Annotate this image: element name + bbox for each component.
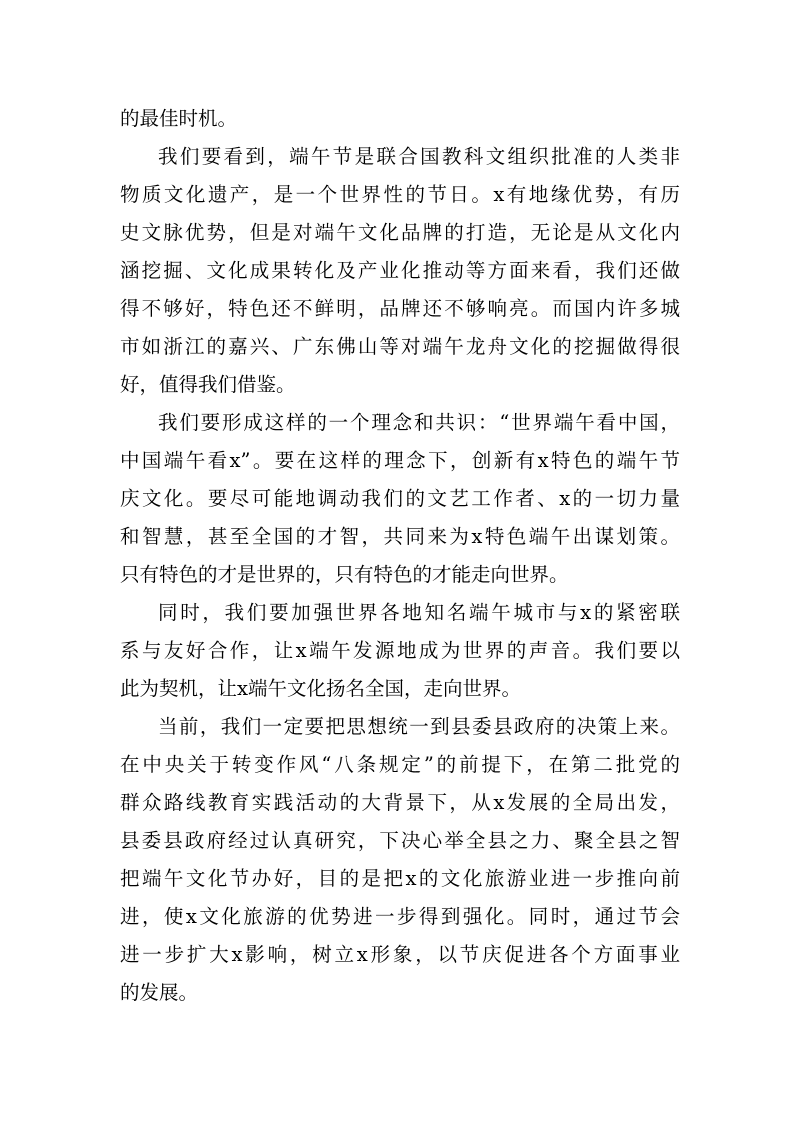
text-line: 进一步扩大x影响，树立x形象，以节庆促进各个方面事业 [120, 943, 680, 966]
text-line: 进，使x文化旅游的优势进一步得到强化。同时，通过节会 [120, 905, 680, 928]
text-line: 庆文化。要尽可能地调动我们的文艺工作者、x的一切力量 [120, 487, 680, 510]
text-line: 物质文化遗产，是一个世界性的节日。x有地缘优势，有历 [120, 183, 680, 206]
text-line: 系与友好合作，让x端午发源地成为世界的声音。我们要以 [120, 639, 680, 662]
text-line: 得不够好，特色还不鲜明，品牌还不够响亮。而国内许多城 [120, 297, 680, 320]
text-line: 只有特色的才是世界的，只有特色的才能走向世界。 [120, 563, 569, 586]
text-line: 在中央关于转变作风“八条规定”的前提下，在第二批党的 [120, 753, 680, 776]
text-line: 的最佳时机。 [120, 107, 238, 130]
text-line: 县委县政府经过认真研究，下决心举全县之力、聚全县之智 [120, 829, 680, 852]
text-line: 群众路线教育实践活动的大背景下，从x发展的全局出发， [120, 791, 680, 814]
paragraph-start: 同时，我们要加强世界各地知名端午城市与x的紧密联 [158, 601, 680, 624]
paragraph-start: 我们要形成这样的一个理念和共识：“世界端午看中国， [158, 411, 680, 434]
text-line: 涵挖掘、文化成果转化及产业化推动等方面来看，我们还做 [120, 259, 680, 282]
text-line: 好，值得我们借鉴。 [120, 373, 296, 396]
text-line: 中国端午看x”。要在这样的理念下，创新有x特色的端午节 [120, 449, 680, 472]
paragraph-start: 我们要看到，端午节是联合国教科文组织批准的人类非 [158, 145, 680, 168]
paragraph-start: 当前，我们一定要把思想统一到县委县政府的决策上来。 [158, 715, 680, 738]
text-line: 把端午文化节办好，目的是把x的文化旅游业进一步推向前 [120, 867, 680, 890]
text-line: 和智慧，甚至全国的才智，共同来为x特色端午出谋划策。 [120, 525, 680, 548]
text-line: 此为契机，让x端午文化扬名全国，走向世界。 [120, 677, 521, 700]
text-line: 市如浙江的嘉兴、广东佛山等对端午龙舟文化的挖掘做得很 [120, 335, 680, 358]
text-line: 的发展。 [120, 981, 199, 1004]
text-line: 史文脉优势，但是对端午文化品牌的打造，无论是从文化内 [120, 221, 680, 244]
